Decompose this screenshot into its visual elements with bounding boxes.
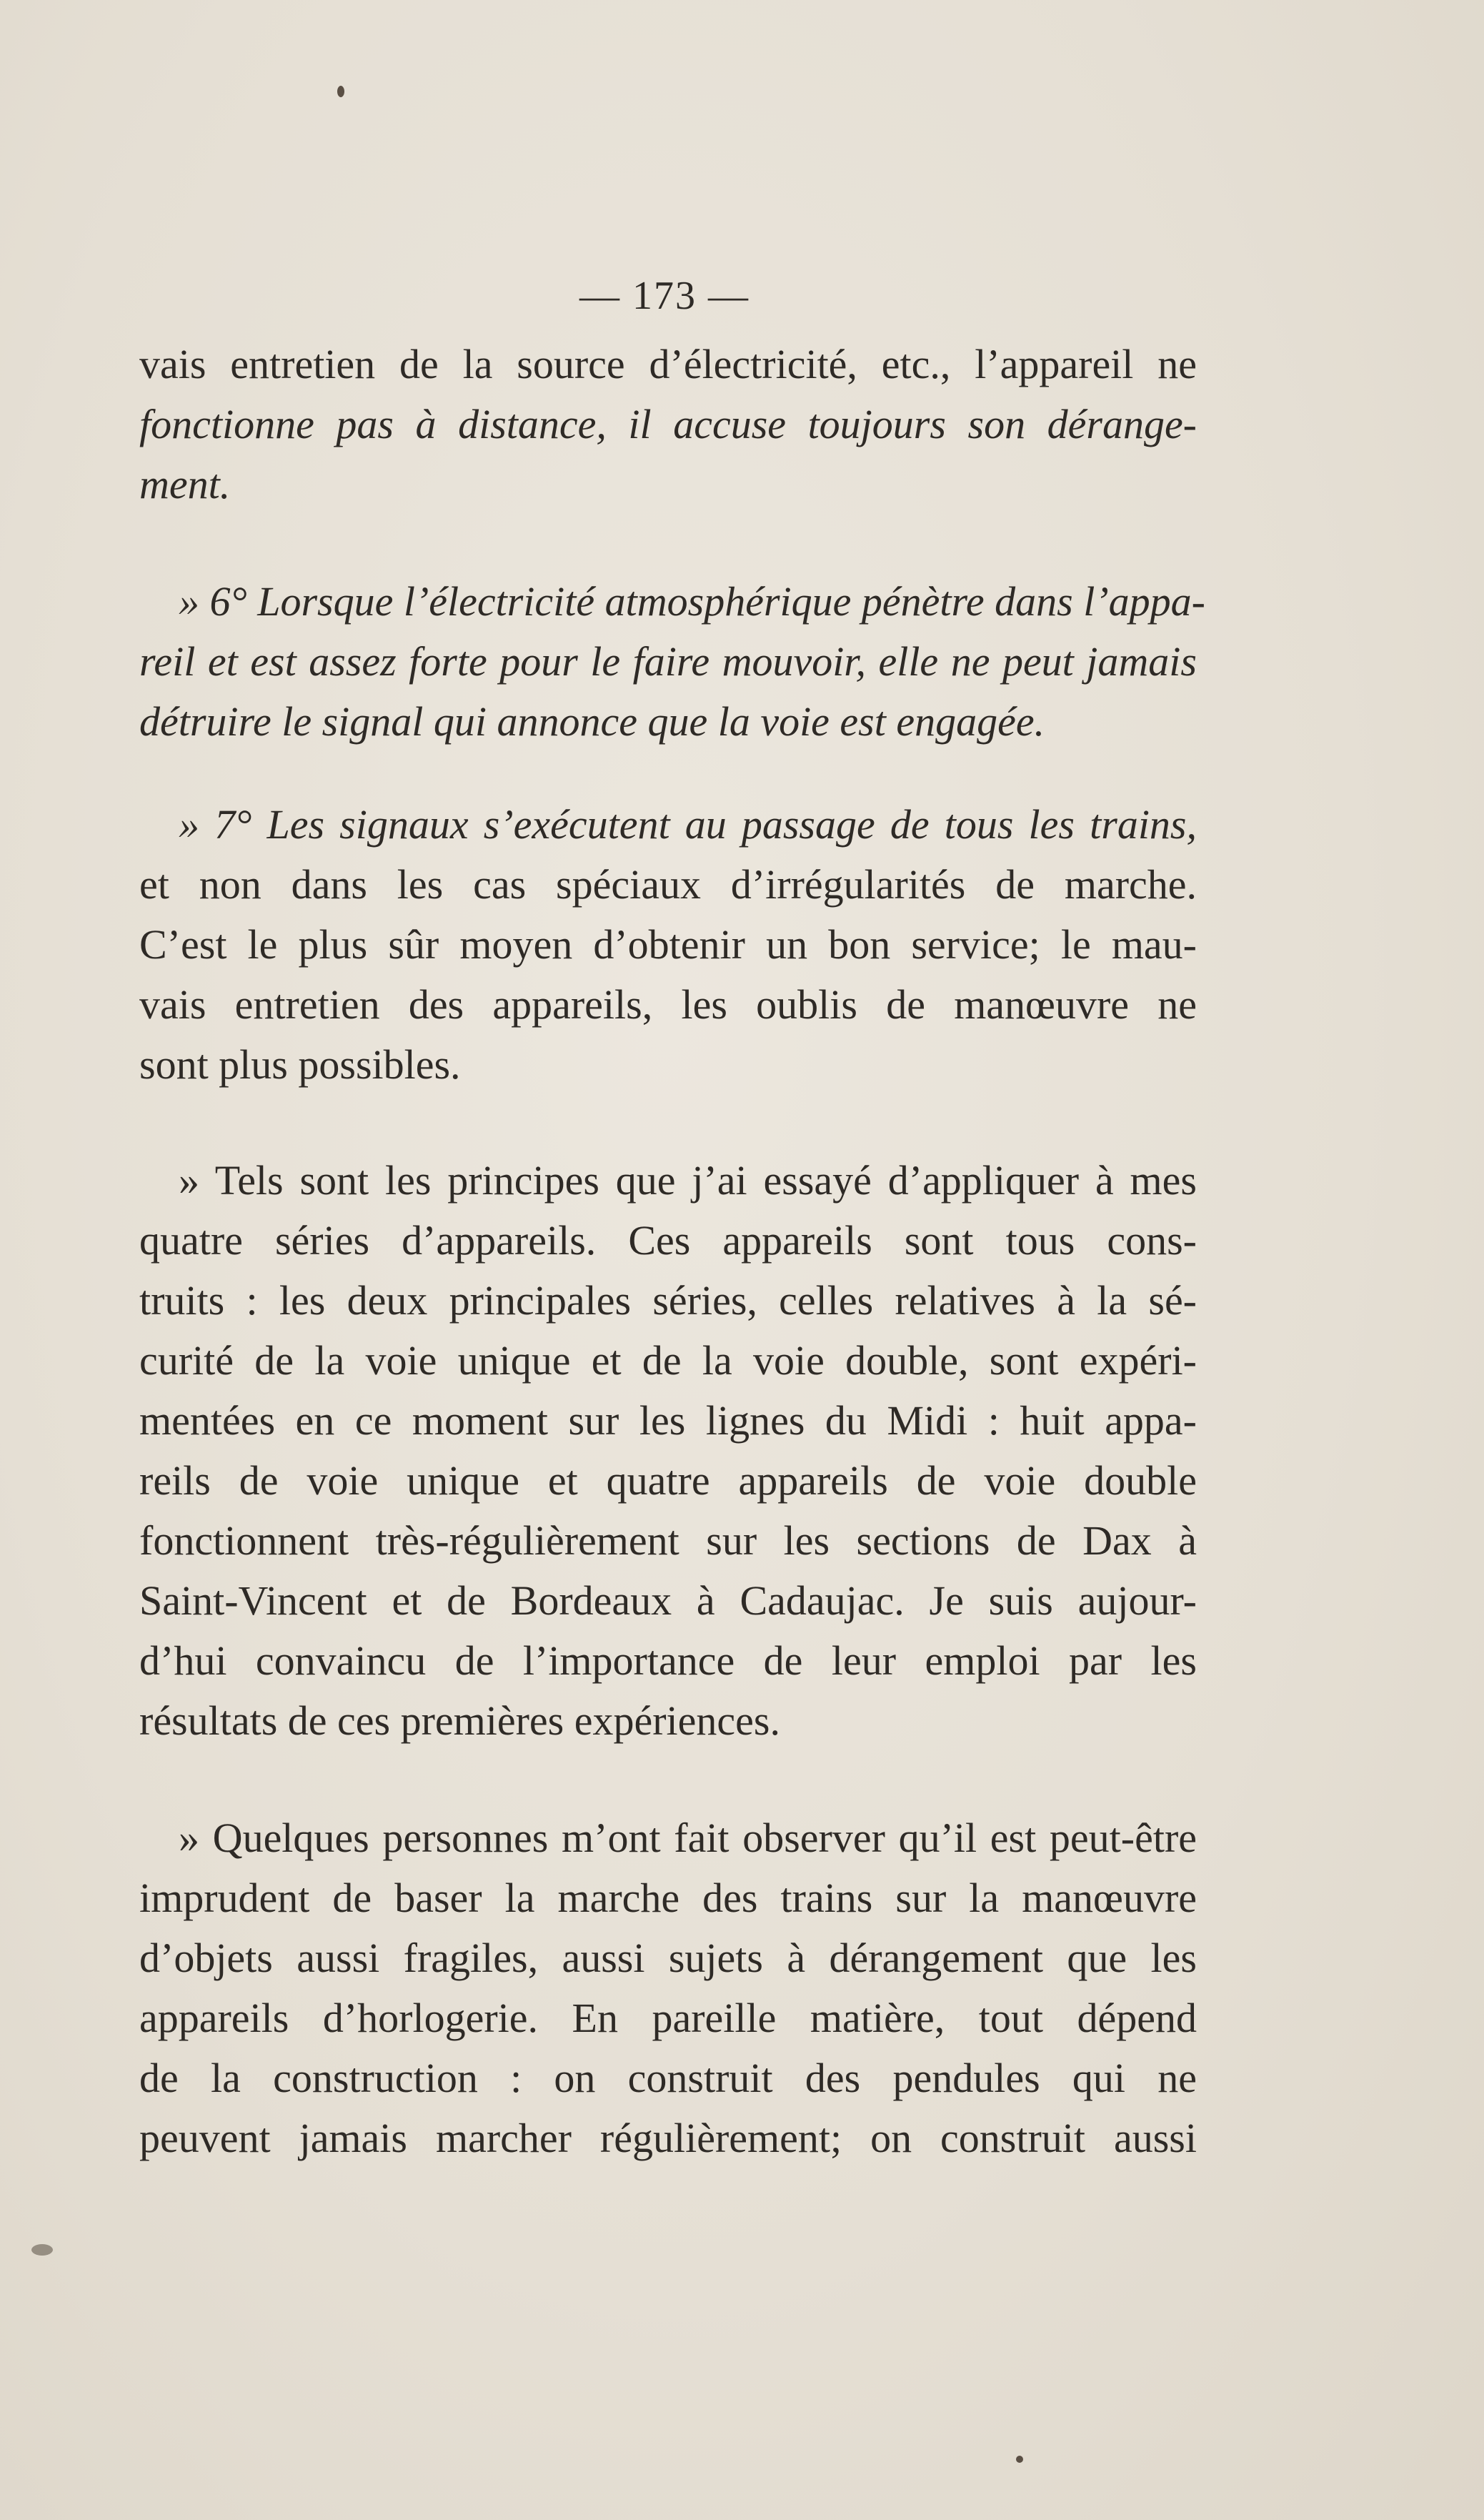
text-line: curité de la voie unique et de la voie double, sont expéri- [139,1337,1197,1384]
text-line: vais entretien des appareils, les oublis de manœuvre ne [139,981,1197,1028]
text-line: résultats de ces premières expériences. [139,1697,780,1744]
text-line: fonctionnent très-régulièrement sur les sections de Dax à [139,1517,1197,1564]
text-line: appareils d’horlogerie. En pareille matière, tout dépend [139,1995,1197,2041]
text-line: reils de voie unique et quatre appareils de voie double [139,1457,1197,1504]
page-number: — 173 — [579,274,750,318]
text-line: C’est le plus sûr moyen d’obtenir un bon service; le mau- [139,921,1197,968]
text-line: et non dans les cas spéciaux d’irrégularités de marche. [139,861,1197,908]
text-line: sont plus possibles. [139,1041,461,1088]
text-line: mentées en ce moment sur les lignes du Midi : huit appa- [139,1397,1197,1444]
paper-speck [337,86,344,97]
paper-speck [31,2244,53,2256]
text-line: d’hui convaincu de l’importance de leur emploi par les [139,1637,1197,1684]
text-line: » 6° Lorsque l’électricité atmosphérique pénètre dans l’appa- [179,578,1205,625]
text-line: » Tels sont les principes que j’ai essayé d’appliquer à mes [179,1157,1197,1204]
text-line: peuvent jamais marcher régulièrement; on construit aussi [139,2115,1197,2161]
text-line: » Quelques personnes m’ont fait observer qu’il est peut-être [179,1815,1197,1861]
text-line: vais entretien de la source d’électricité, etc., l’appareil ne [139,341,1197,387]
text-line: truits : les deux principales séries, celles relatives à la sé- [139,1277,1197,1324]
text-line: de la construction : on construit des pendules qui ne [139,2055,1197,2101]
text-line: détruire le signal qui annonce que la voie est engagée. [139,698,1045,745]
text-line: ment. [139,461,231,507]
text-line: imprudent de baser la marche des trains sur la manœuvre [139,1875,1197,1921]
text-line: quatre séries d’appareils. Ces appareils sont tous cons- [139,1217,1197,1264]
text-line: reil et est assez forte pour le faire mouvoir, elle ne peut jamais [139,638,1197,685]
text-line: fonctionne pas à distance, il accuse toujours son dérange- [139,401,1197,447]
text-line: » 7° Les signaux s’exécutent au passage de tous les trains, [179,801,1197,848]
text-line: Saint-Vincent et de Bordeaux à Cadaujac. Je suis aujour- [139,1577,1197,1624]
paper-speck [1016,2456,1023,2463]
text-line: d’objets aussi fragiles, aussi sujets à dérangement que les [139,1935,1197,1981]
